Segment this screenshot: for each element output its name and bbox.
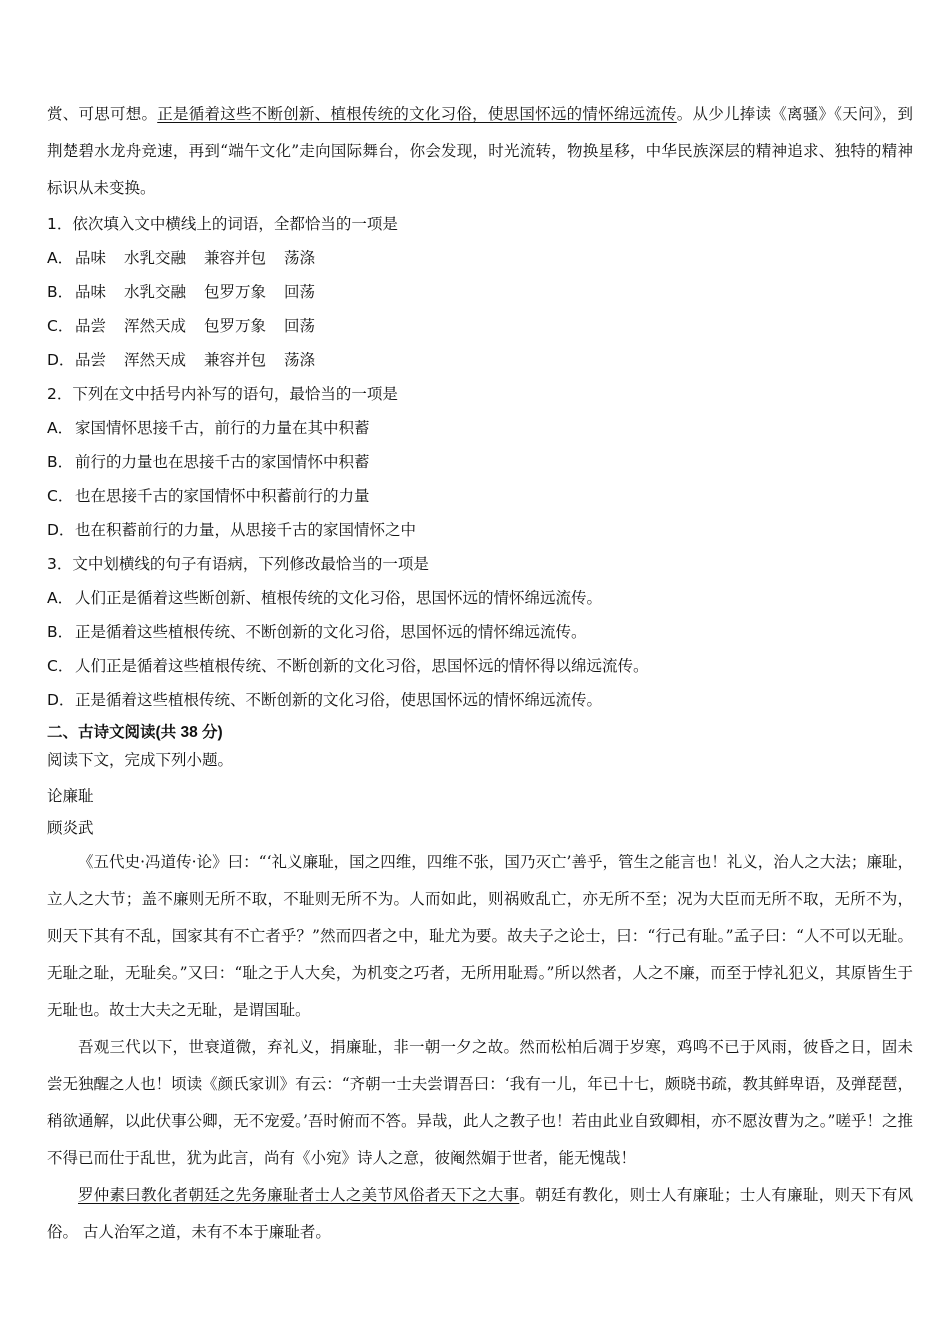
- question-2-option-b[interactable]: B． 前行的力量也在思接千古的家国情怀中积蓄: [47, 453, 370, 471]
- essay-paragraph-3-text: 。朝廷有教化，则士人有廉耻；士人有廉耻，则天下有风俗。 古人治军之道，未有不本于廉耻者。: [47, 1186, 913, 1241]
- question-1-option-c[interactable]: C． 品尝 浑然天成 包罗万象 回荡: [47, 317, 316, 335]
- question-2-option-c[interactable]: C． 也在思接千古的家国情怀中积蓄前行的力量: [47, 487, 370, 505]
- passage-text-post: 。从少儿捧读《离骚》《天问》，到荆楚碧水龙舟竞速，再到“端午文化”走向国际舞台，你会发现，时光流转，物换星移，中华民族深层的精神追求、独特的精神标识从未变换。: [47, 105, 913, 197]
- question-3-option-d[interactable]: D．正是循着这些植根传统、不断创新的文化习俗，使思国怀远的情怀绵远流传。: [47, 691, 603, 709]
- question-1-option-b[interactable]: B． 品味 水乳交融 包罗万象 回荡: [47, 283, 316, 301]
- underlined-sentence: 正是循着这些不断创新、植根传统的文化习俗，使思国怀远的情怀绵远流传: [157, 105, 677, 123]
- question-3-option-c[interactable]: C． 人们正是循着这些植根传统、不断创新的文化习俗，思国怀远的情怀得以绵远流传。: [47, 657, 649, 675]
- essay-paragraph-3: [47, 1177, 913, 1251]
- passage-continuation: [47, 96, 913, 207]
- section-heading: 二、古诗文阅读(共 38 分): [47, 724, 223, 741]
- essay-author: 顾炎武: [47, 819, 94, 837]
- question-1-stem: 1．依次填入文中横线上的词语，全都恰当的一项是: [47, 215, 398, 233]
- essay-paragraph-2: 吾观三代以下，世衰道微，弃礼义，捐廉耻，非一朝一夕之故。然而松柏后凋于岁寒，鸡鸣不已于风雨，彼昏之日，固未尝无独醒之人也！顷读《颜氏家训》有云：“齐朝一士夫尝谓吾曰：‘我有一儿，年已十七，颇晓书疏，教其鲜卑语，及弹琵琶，稍欲通解，以此伏事公卿，无不宠爱。’吾时俯而不答。异哉，此人之教子也！若由此业自致卿相，亦不愿汝曹为之。”嗟乎！之推不得已而仕于乱世，犹为此言，尚有《小宛》诗人之意，彼阉然媚于世者，能无愧哉！: [47, 1038, 913, 1167]
- question-2-option-d[interactable]: D．也在积蓄前行的力量，从思接千古的家国情怀之中: [47, 521, 417, 539]
- question-3-stem: 3．文中划横线的句子有语病，下列修改最恰当的一项是: [47, 555, 429, 573]
- question-3-option-b[interactable]: B． 正是循着这些植根传统、不断创新的文化习俗，思国怀远的情怀绵远流传。: [47, 623, 587, 641]
- question-1-option-d[interactable]: D．品尝 浑然天成 兼容并包 荡涤: [47, 351, 316, 369]
- underlined-sentence-2: 罗仲素曰教化者朝廷之先务廉耻者士人之美节风俗者天下之大事: [78, 1186, 520, 1204]
- section-instruction: 阅读下文，完成下列小题。: [47, 751, 234, 769]
- question-3-option-a[interactable]: A． 人们正是循着这些断创新、植根传统的文化习俗，思国怀远的情怀绵远流传。: [47, 589, 603, 607]
- essay-paragraph-1: 《五代史·冯道传·论》曰：“‘礼义廉耻，国之四维，四维不张，国乃灭亡’善乎，管生之能言也！礼义，治人之大法；廉耻，立人之大节；盖不廉则无所不取，不耻则无所不为。人而如此，则祸败乱亡，亦无所不至；况为大臣而无所不取，无所不为，则天下其有不乱，国家其有不亡者乎？”然而四者之中，耻尤为要。故夫子之论士，曰：“行己有耻。”孟子曰：“人不可以无耻。无耻之耻，无耻矣。”又曰：“耻之于人大矣，为机变之巧者，无所用耻焉。”所以然者，人之不廉，而至于悖礼犯义，其原皆生于无耻也。故士大夫之无耻，是谓国耻。: [47, 853, 913, 1019]
- question-1-option-a[interactable]: A． 品味 水乳交融 兼容并包 荡涤: [47, 249, 316, 267]
- document-page: [47, 96, 913, 1251]
- essay-title: 论廉耻: [47, 787, 94, 805]
- passage-text-pre: 赏、可思可想。: [47, 105, 158, 123]
- question-2-option-a[interactable]: A． 家国情怀思接千古，前行的力量在其中积蓄: [47, 419, 370, 437]
- question-2-stem: 2．下列在文中括号内补写的语句，最恰当的一项是: [47, 385, 398, 403]
